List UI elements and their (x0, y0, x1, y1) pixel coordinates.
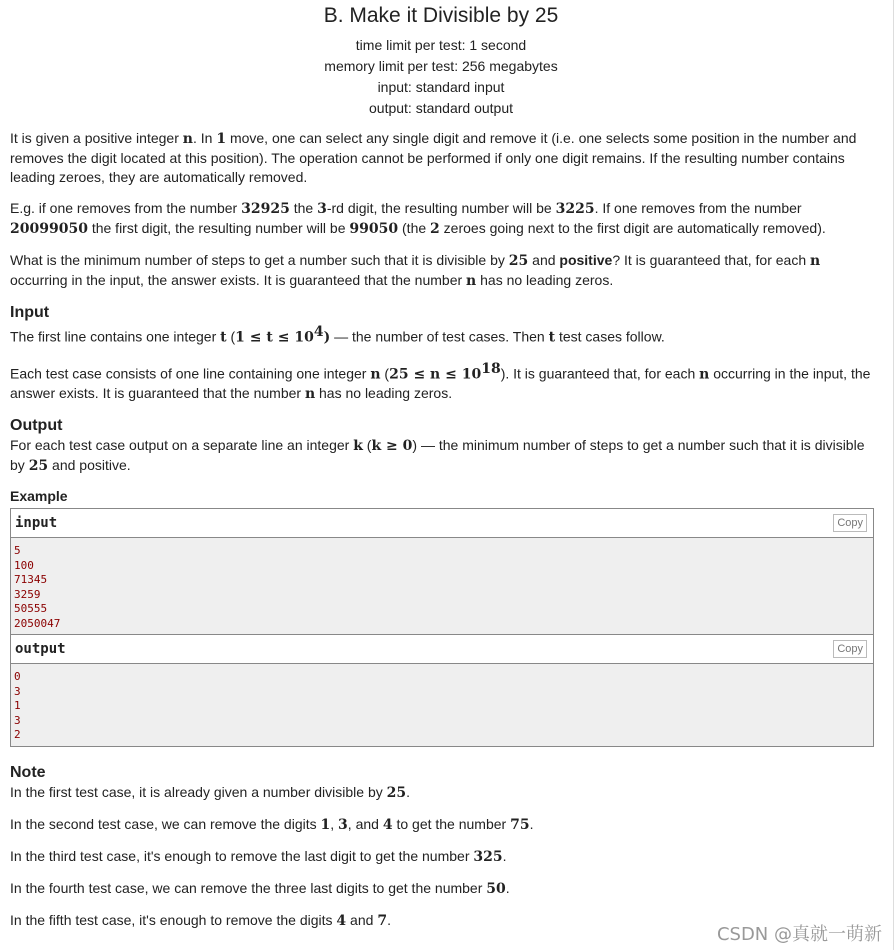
sample-line: 5 (14, 544, 21, 558)
text: the first digit, the resulting number will be (87, 220, 350, 236)
math: 25 (386, 784, 407, 801)
note-heading: Note (10, 763, 46, 781)
sample-line: 3 (14, 713, 21, 727)
math: 1 (320, 816, 331, 833)
math: ) (323, 329, 331, 346)
text: has no leading zeros. (315, 385, 453, 402)
text: E.g. if one removes from the number (10, 200, 242, 216)
sample-line: 0 (14, 670, 21, 684)
input-file: input: standard input (377, 79, 505, 95)
math: n (810, 253, 821, 269)
text: (the (398, 220, 431, 236)
text: has no leading zeros. (476, 272, 614, 288)
text: occurring in the input, the answer exists. It is guaranteed that the number (10, 272, 467, 288)
output-file: output: standard output (369, 100, 513, 116)
math: 25 (508, 253, 529, 269)
legend (10, 129, 872, 291)
sample-line: 3 (14, 684, 21, 698)
sample-output-header (11, 635, 873, 664)
time-limit: time limit per test: 1 second (355, 37, 527, 53)
paragraph (10, 199, 872, 239)
math: 50 (486, 880, 506, 897)
math: t (220, 329, 227, 346)
math: 1 (216, 131, 227, 147)
math: 4 (313, 324, 324, 340)
text: . (502, 847, 507, 864)
note-text (10, 783, 872, 931)
copy-output-button[interactable]: Copy (833, 640, 867, 658)
text: and (528, 252, 560, 268)
math: 3 (338, 816, 348, 833)
math: n (182, 131, 193, 147)
paragraph (10, 360, 872, 405)
sample-line: 100 (14, 558, 34, 572)
math: 20099050 (10, 221, 88, 237)
scrollbar-edge[interactable] (893, 0, 894, 950)
copy-input-button[interactable]: Copy (833, 514, 867, 532)
math: 75 (510, 816, 530, 833)
sample-input-label: input (15, 515, 58, 532)
text: What is the minimum number of steps to get a number such that it is divisible by (10, 252, 509, 268)
math: k ≥ 0 (371, 438, 413, 455)
sample-output-label: output (15, 641, 66, 658)
math: k (353, 438, 363, 455)
sample-input (11, 538, 873, 635)
math: n (370, 366, 381, 383)
text: . (387, 911, 391, 928)
text: . If one removes from the number (594, 200, 802, 216)
paragraph (10, 879, 872, 899)
sample-output (11, 664, 873, 746)
math: 7 (377, 912, 388, 929)
paragraph (10, 815, 872, 835)
text: In the second test case, we can remove the digits (10, 815, 321, 832)
text: For each test case output on a separate line an integer (10, 437, 354, 454)
text: occurring in the input, the answer exists. It is guaranteed that the number (10, 365, 871, 402)
text: — the number of test cases. Then (330, 328, 549, 345)
text: ? It is guaranteed that, for each (612, 252, 810, 268)
text: ( (362, 437, 372, 454)
math: 25 (28, 458, 49, 475)
text: . (406, 783, 410, 800)
math: n (699, 366, 710, 383)
sample-line: 50555 (14, 602, 48, 616)
math: 18 (481, 360, 501, 377)
text: . (529, 815, 534, 832)
math: 3225 (555, 201, 595, 217)
math: 325 (473, 848, 503, 865)
text: , and (347, 815, 383, 832)
sample-line: 3259 (14, 587, 41, 601)
text: In the first test case, it is already given a number divisible by (10, 783, 387, 800)
text: -rd digit, the resulting number will be (326, 200, 556, 216)
bold-text: positive (559, 252, 613, 268)
math: 4 (382, 816, 393, 833)
text: In the fourth test case, we can remove the three last digits to get the number (10, 879, 487, 896)
sample-line: 71345 (14, 573, 48, 587)
text: ( (380, 365, 390, 382)
text: The first line contains one integer (10, 328, 221, 345)
sample-line: 1 (14, 699, 21, 713)
sample-test (10, 508, 874, 747)
output-heading: Output (10, 417, 63, 435)
text: . In (192, 130, 217, 146)
problem-title: B. Make it Divisible by 25 (323, 4, 559, 27)
text: move, one can select any single digit and remove it (i.e. one selects some position in the number and removes the digit located at this position). The operation cannot be performed if only one digit remains. If the resulting number contains leading zeroes, they are automatically removed. (10, 130, 857, 185)
text: and (346, 911, 378, 928)
math: 2 (430, 221, 440, 237)
text: to get the number (392, 815, 511, 832)
output-specification (10, 436, 872, 476)
text: ). It is guaranteed that, for each (500, 365, 700, 382)
text: . (505, 879, 510, 896)
text: In the fifth test case, it's enough to remove the digits (10, 911, 337, 928)
text: In the third test case, it's enough to remove the last digit to get the number (10, 847, 474, 864)
text: , (330, 815, 339, 832)
math: 25 ≤ n ≤ 10 (389, 366, 482, 383)
paragraph (10, 436, 872, 476)
text: It is given a positive integer (10, 130, 183, 146)
watermark: CSDN @真就一萌新 (716, 924, 882, 945)
problem-limits (10, 35, 872, 119)
paragraph (10, 251, 872, 291)
text: Each test case consists of one line containing one integer (10, 365, 371, 382)
math: 99050 (349, 221, 399, 237)
input-specification (10, 323, 872, 404)
example-heading: Example (10, 488, 68, 505)
math: n (466, 273, 477, 289)
text: test cases follow. (555, 328, 665, 345)
sample-line: 2050047 (14, 616, 61, 630)
sample-line: 2 (14, 728, 21, 742)
paragraph (10, 129, 872, 187)
text: and positive. (48, 457, 131, 474)
text: ( (226, 328, 236, 345)
paragraph (10, 783, 872, 803)
input-heading: Input (10, 304, 50, 321)
math: t (548, 329, 556, 346)
math: 4 (336, 912, 347, 929)
problem-statement (10, 0, 872, 943)
memory-limit: memory limit per test: 256 megabytes (324, 58, 558, 74)
math: n (304, 386, 316, 403)
text: the (289, 200, 318, 216)
text: zeroes going next to the first digit are automatically removed). (439, 220, 826, 236)
math: 32925 (241, 201, 290, 217)
math: 3 (317, 201, 327, 217)
sample-input-header (11, 509, 873, 538)
paragraph (10, 847, 872, 867)
math: 1 ≤ t ≤ 10 (235, 329, 314, 346)
paragraph (10, 323, 872, 348)
text: ) — the minimum number of steps to get a number such that it is divisible by (10, 437, 865, 474)
